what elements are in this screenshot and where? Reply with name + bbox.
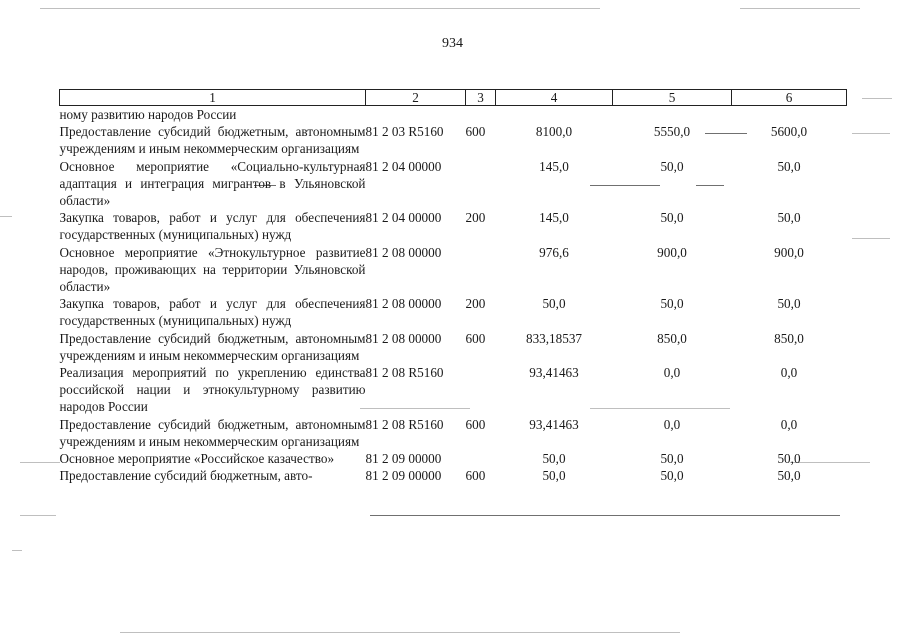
row-code: 81 2 03 R5160 (365, 124, 444, 140)
row-code: 81 2 08 00000 (365, 296, 442, 312)
row-value-col5: 5550,0 (653, 124, 691, 140)
row-name: Основное мероприятие «Социально-культурная адаптация и интеграция мигрантов в Ульяновской области» (59, 158, 366, 209)
row-value-col5: 50,0 (660, 158, 684, 174)
row-value-col6: 50,0 (777, 158, 801, 174)
row-name: Основное мероприятие «Этнокультурное развитие народов, проживающих на территории Ульяновской области» (59, 244, 366, 295)
row-name: Предоставление субсидий бюджетным, автономным учреждениям и иным некоммерческим организациям (59, 124, 366, 157)
row-name: Предоставление субсидий бюджетным, автономным учреждениям и иным некоммерческим организациям (59, 330, 366, 363)
column-header-6: 6 (732, 90, 847, 106)
table-row (60, 295, 847, 329)
row-name: Основное мероприятие «Российское казачество» (59, 451, 335, 467)
row-expense-type: 200 (465, 296, 486, 312)
row-value-col6: 0,0 (780, 416, 798, 432)
row-code: 81 2 08 R5160 (365, 416, 444, 432)
table-row (60, 209, 847, 243)
row-expense-type: 600 (465, 124, 486, 140)
row-value-col4: 50,0 (542, 468, 566, 484)
row-value-col5: 0,0 (663, 416, 681, 432)
scan-artifact (40, 8, 600, 9)
row-value-col6: 50,0 (777, 210, 801, 226)
row-code: 81 2 08 00000 (365, 330, 442, 346)
row-value-col4: 50,0 (542, 451, 566, 467)
row-code: 81 2 09 00000 (365, 451, 442, 467)
row-value-col4: 976,6 (539, 244, 569, 260)
row-value-col5: 50,0 (660, 210, 684, 226)
budget-table (59, 89, 847, 484)
row-value-col6 (732, 106, 847, 124)
row-name: Предоставление субсидий бюджетным, авто- (59, 468, 313, 484)
row-code: 81 2 04 00000 (365, 158, 442, 174)
row-value-col5: 850,0 (657, 330, 687, 346)
row-value-col6: 0,0 (780, 365, 798, 381)
column-header-2: 2 (366, 90, 466, 106)
scan-artifact (20, 462, 60, 463)
row-code (366, 106, 466, 124)
row-value-col5: 50,0 (660, 451, 684, 467)
row-code: 81 2 08 00000 (365, 244, 442, 260)
column-header-1: 1 (60, 90, 366, 106)
scan-artifact (0, 216, 12, 217)
table-row (60, 467, 847, 484)
row-name: Закупка товаров, работ и услуг для обеспечения государственных (муниципальных) нужд (59, 210, 366, 243)
row-value-col4: 93,41463 (529, 365, 579, 381)
row-name: ному развитию народов России (59, 107, 237, 122)
row-expense-type: 600 (465, 330, 486, 346)
row-value-col4: 145,0 (539, 158, 569, 174)
table-row (60, 364, 847, 416)
table-row (60, 244, 847, 296)
scan-artifact (852, 133, 890, 134)
table-header-row (60, 90, 847, 106)
row-value-col4: 833,18537 (525, 330, 583, 346)
scan-artifact (120, 632, 680, 633)
scan-artifact (370, 515, 840, 516)
row-value-col6: 50,0 (777, 451, 801, 467)
row-code: 81 2 08 R5160 (365, 365, 444, 381)
row-expense-type: 600 (465, 416, 486, 432)
row-value-col4: 50,0 (542, 296, 566, 312)
row-value-col6: 50,0 (777, 468, 801, 484)
table-row (60, 158, 847, 210)
row-value-col4: 93,41463 (529, 416, 579, 432)
table-row (60, 450, 847, 467)
scan-artifact (740, 8, 860, 9)
row-value-col6: 5600,0 (770, 124, 808, 140)
row-name: Закупка товаров, работ и услуг для обеспечения государственных (муниципальных) нужд (59, 296, 366, 329)
scan-artifact (20, 515, 56, 516)
table-row (60, 123, 847, 157)
table-row (60, 416, 847, 450)
row-value-col5: 50,0 (660, 296, 684, 312)
column-header-4: 4 (496, 90, 613, 106)
row-name: Реализация мероприятий по укреплению единства российской нации и этнокультурному развитию народов России (59, 365, 366, 415)
row-expense-type (466, 158, 496, 210)
row-expense-type (466, 106, 496, 124)
row-name: Предоставление субсидий бюджетным, автономным учреждениям и иным некоммерческим организациям (59, 416, 366, 449)
scan-artifact (862, 98, 892, 99)
row-value-col4 (496, 106, 613, 124)
scan-artifact (12, 550, 22, 551)
column-header-5: 5 (613, 90, 732, 106)
row-code: 81 2 04 00000 (365, 210, 442, 226)
row-value-col6: 50,0 (777, 296, 801, 312)
row-value-col4: 145,0 (539, 210, 569, 226)
column-header-3: 3 (466, 90, 496, 106)
row-value-col5 (613, 106, 732, 124)
scan-artifact (852, 238, 890, 239)
row-expense-type (466, 244, 496, 296)
row-expense-type: 200 (465, 210, 486, 226)
row-value-col4: 8100,0 (535, 124, 573, 140)
page-number: 934 (442, 36, 463, 51)
row-expense-type (466, 364, 496, 416)
row-expense-type (466, 450, 496, 467)
row-value-col6: 900,0 (774, 244, 804, 260)
table-row (60, 106, 847, 124)
row-value-col5: 50,0 (660, 468, 684, 484)
row-expense-type: 600 (465, 468, 486, 484)
row-value-col6: 850,0 (774, 330, 804, 346)
row-code: 81 2 09 00000 (365, 468, 442, 484)
table-row (60, 330, 847, 364)
row-value-col5: 900,0 (657, 244, 687, 260)
row-value-col5: 0,0 (663, 365, 681, 381)
